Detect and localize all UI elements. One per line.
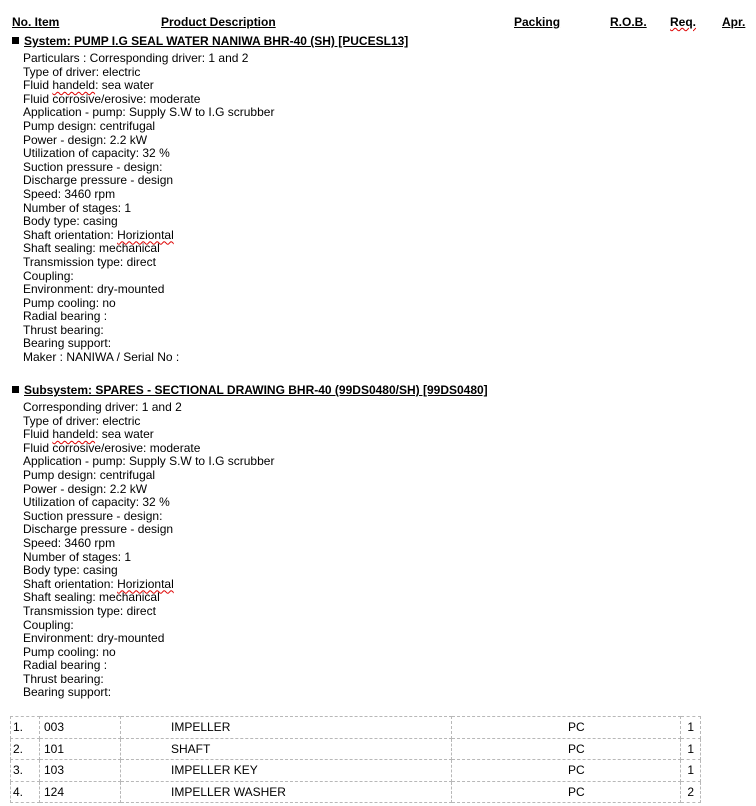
packing-unit-cell: PC	[452, 781, 681, 803]
column-header-packing: Packing	[514, 15, 561, 29]
spec-line: Maker : NANIWA / Serial No :	[23, 350, 180, 365]
spec-line: Pump design: centrifugal	[23, 467, 156, 482]
item-code-cell: 101	[40, 738, 121, 760]
spec-line: Application - pump: Supply S.W to I.G scrubber	[23, 454, 275, 469]
spec-line: Environment: dry-mounted	[23, 282, 165, 297]
table-row	[11, 781, 701, 803]
spec-line: Fluid corrosive/erosive: moderate	[23, 440, 201, 455]
spec-line: Fluid corrosive/erosive: moderate	[23, 91, 201, 106]
subsystem-particulars	[23, 401, 274, 700]
spec-line: Type of driver: electric	[23, 64, 141, 79]
item-description-cell: SHAFT	[121, 738, 452, 760]
item-description-cell: IMPELLER KEY	[121, 760, 452, 782]
square-bullet-icon	[12, 37, 19, 44]
spec-line: Power - design: 2.2 kW	[23, 481, 148, 496]
column-header-apr: Apr.	[722, 15, 746, 29]
spec-line: Radial bearing :	[23, 309, 108, 324]
spec-line: Transmission type: direct	[23, 254, 156, 269]
packing-unit-cell: PC	[452, 738, 681, 760]
table-row	[11, 760, 701, 782]
spec-line: Type of driver: electric	[23, 413, 141, 428]
spec-line: Shaft sealing: mechanical	[23, 241, 160, 256]
quantity-cell: 1	[681, 717, 701, 739]
spec-line: Number of stages: 1	[23, 549, 132, 564]
subsystem-title	[12, 383, 488, 397]
row-number-cell: 2.	[11, 738, 40, 760]
spec-line: Suction pressure - design:	[23, 159, 163, 174]
spec-line: Shaft sealing: mechanical	[23, 590, 160, 605]
item-code-cell: 103	[40, 760, 121, 782]
spec-line: Corresponding driver: 1 and 2	[23, 400, 182, 414]
spec-line: Bearing support:	[23, 336, 112, 351]
spec-line: Shaft orientation: Horiziontal	[23, 576, 174, 591]
spec-line: Thrust bearing:	[23, 671, 104, 686]
spec-line: Speed: 3460 rpm	[23, 186, 116, 201]
spec-line: Coupling:	[23, 268, 74, 283]
item-description-cell: IMPELLER	[121, 717, 452, 739]
spec-line: Power - design: 2.2 kW	[23, 132, 148, 147]
system-particulars	[23, 52, 274, 365]
spares-table	[10, 716, 701, 803]
item-code-cell: 124	[40, 781, 121, 803]
quantity-cell: 2	[681, 781, 701, 803]
system-title-text: System: PUMP I.G SEAL WATER NANIWA BHR-40 (SH) [PUCESL13]	[24, 34, 409, 48]
column-header-product-description: Product Description	[161, 15, 276, 29]
spec-line: Particulars : Corresponding driver: 1 and 2	[23, 51, 249, 65]
spec-line: Application - pump: Supply S.W to I.G scrubber	[23, 105, 275, 120]
spec-line: Bearing support:	[23, 685, 112, 700]
spec-line: Shaft orientation: Horiziontal	[23, 227, 174, 242]
table-row	[11, 717, 701, 739]
quantity-cell: 1	[681, 760, 701, 782]
spec-line: Fluid handeld: sea water	[23, 78, 154, 93]
spec-line: Utilization of capacity: 32 %	[23, 495, 170, 510]
packing-unit-cell: PC	[452, 760, 681, 782]
spec-line: Environment: dry-mounted	[23, 631, 165, 646]
spec-line: Speed: 3460 rpm	[23, 535, 116, 550]
system-title	[12, 34, 408, 48]
row-number-cell: 3.	[11, 760, 40, 782]
spec-line: Utilization of capacity: 32 %	[23, 146, 170, 161]
table-row	[11, 738, 701, 760]
spec-line: Pump cooling: no	[23, 295, 116, 310]
spec-line: Pump design: centrifugal	[23, 118, 156, 133]
spec-line: Thrust bearing:	[23, 322, 104, 337]
spec-line: Radial bearing :	[23, 658, 108, 673]
row-number-cell: 1.	[11, 717, 40, 739]
spec-line: Body type: casing	[23, 214, 118, 229]
item-description-cell: IMPELLER WASHER	[121, 781, 452, 803]
quantity-cell: 1	[681, 738, 701, 760]
subsystem-title-text: Subsystem: SPARES - SECTIONAL DRAWING BHR-40 (99DS0480/SH) [99DS0480]	[24, 383, 488, 397]
column-header-req: Req.	[670, 15, 697, 29]
spec-line: Pump cooling: no	[23, 644, 116, 659]
column-header-rob: R.O.B.	[610, 15, 647, 29]
spec-line: Discharge pressure - design	[23, 522, 174, 537]
square-bullet-icon	[12, 386, 19, 393]
spec-line: Discharge pressure - design	[23, 173, 174, 188]
spec-line: Body type: casing	[23, 563, 118, 578]
spec-line: Coupling:	[23, 617, 74, 632]
row-number-cell: 4.	[11, 781, 40, 803]
item-code-cell: 003	[40, 717, 121, 739]
spec-line: Fluid handeld: sea water	[23, 427, 154, 442]
packing-unit-cell: PC	[452, 717, 681, 739]
spec-line: Number of stages: 1	[23, 200, 132, 215]
spec-line: Suction pressure - design:	[23, 508, 163, 523]
column-header-no-item: No. Item	[12, 15, 60, 29]
spec-line: Transmission type: direct	[23, 603, 156, 618]
